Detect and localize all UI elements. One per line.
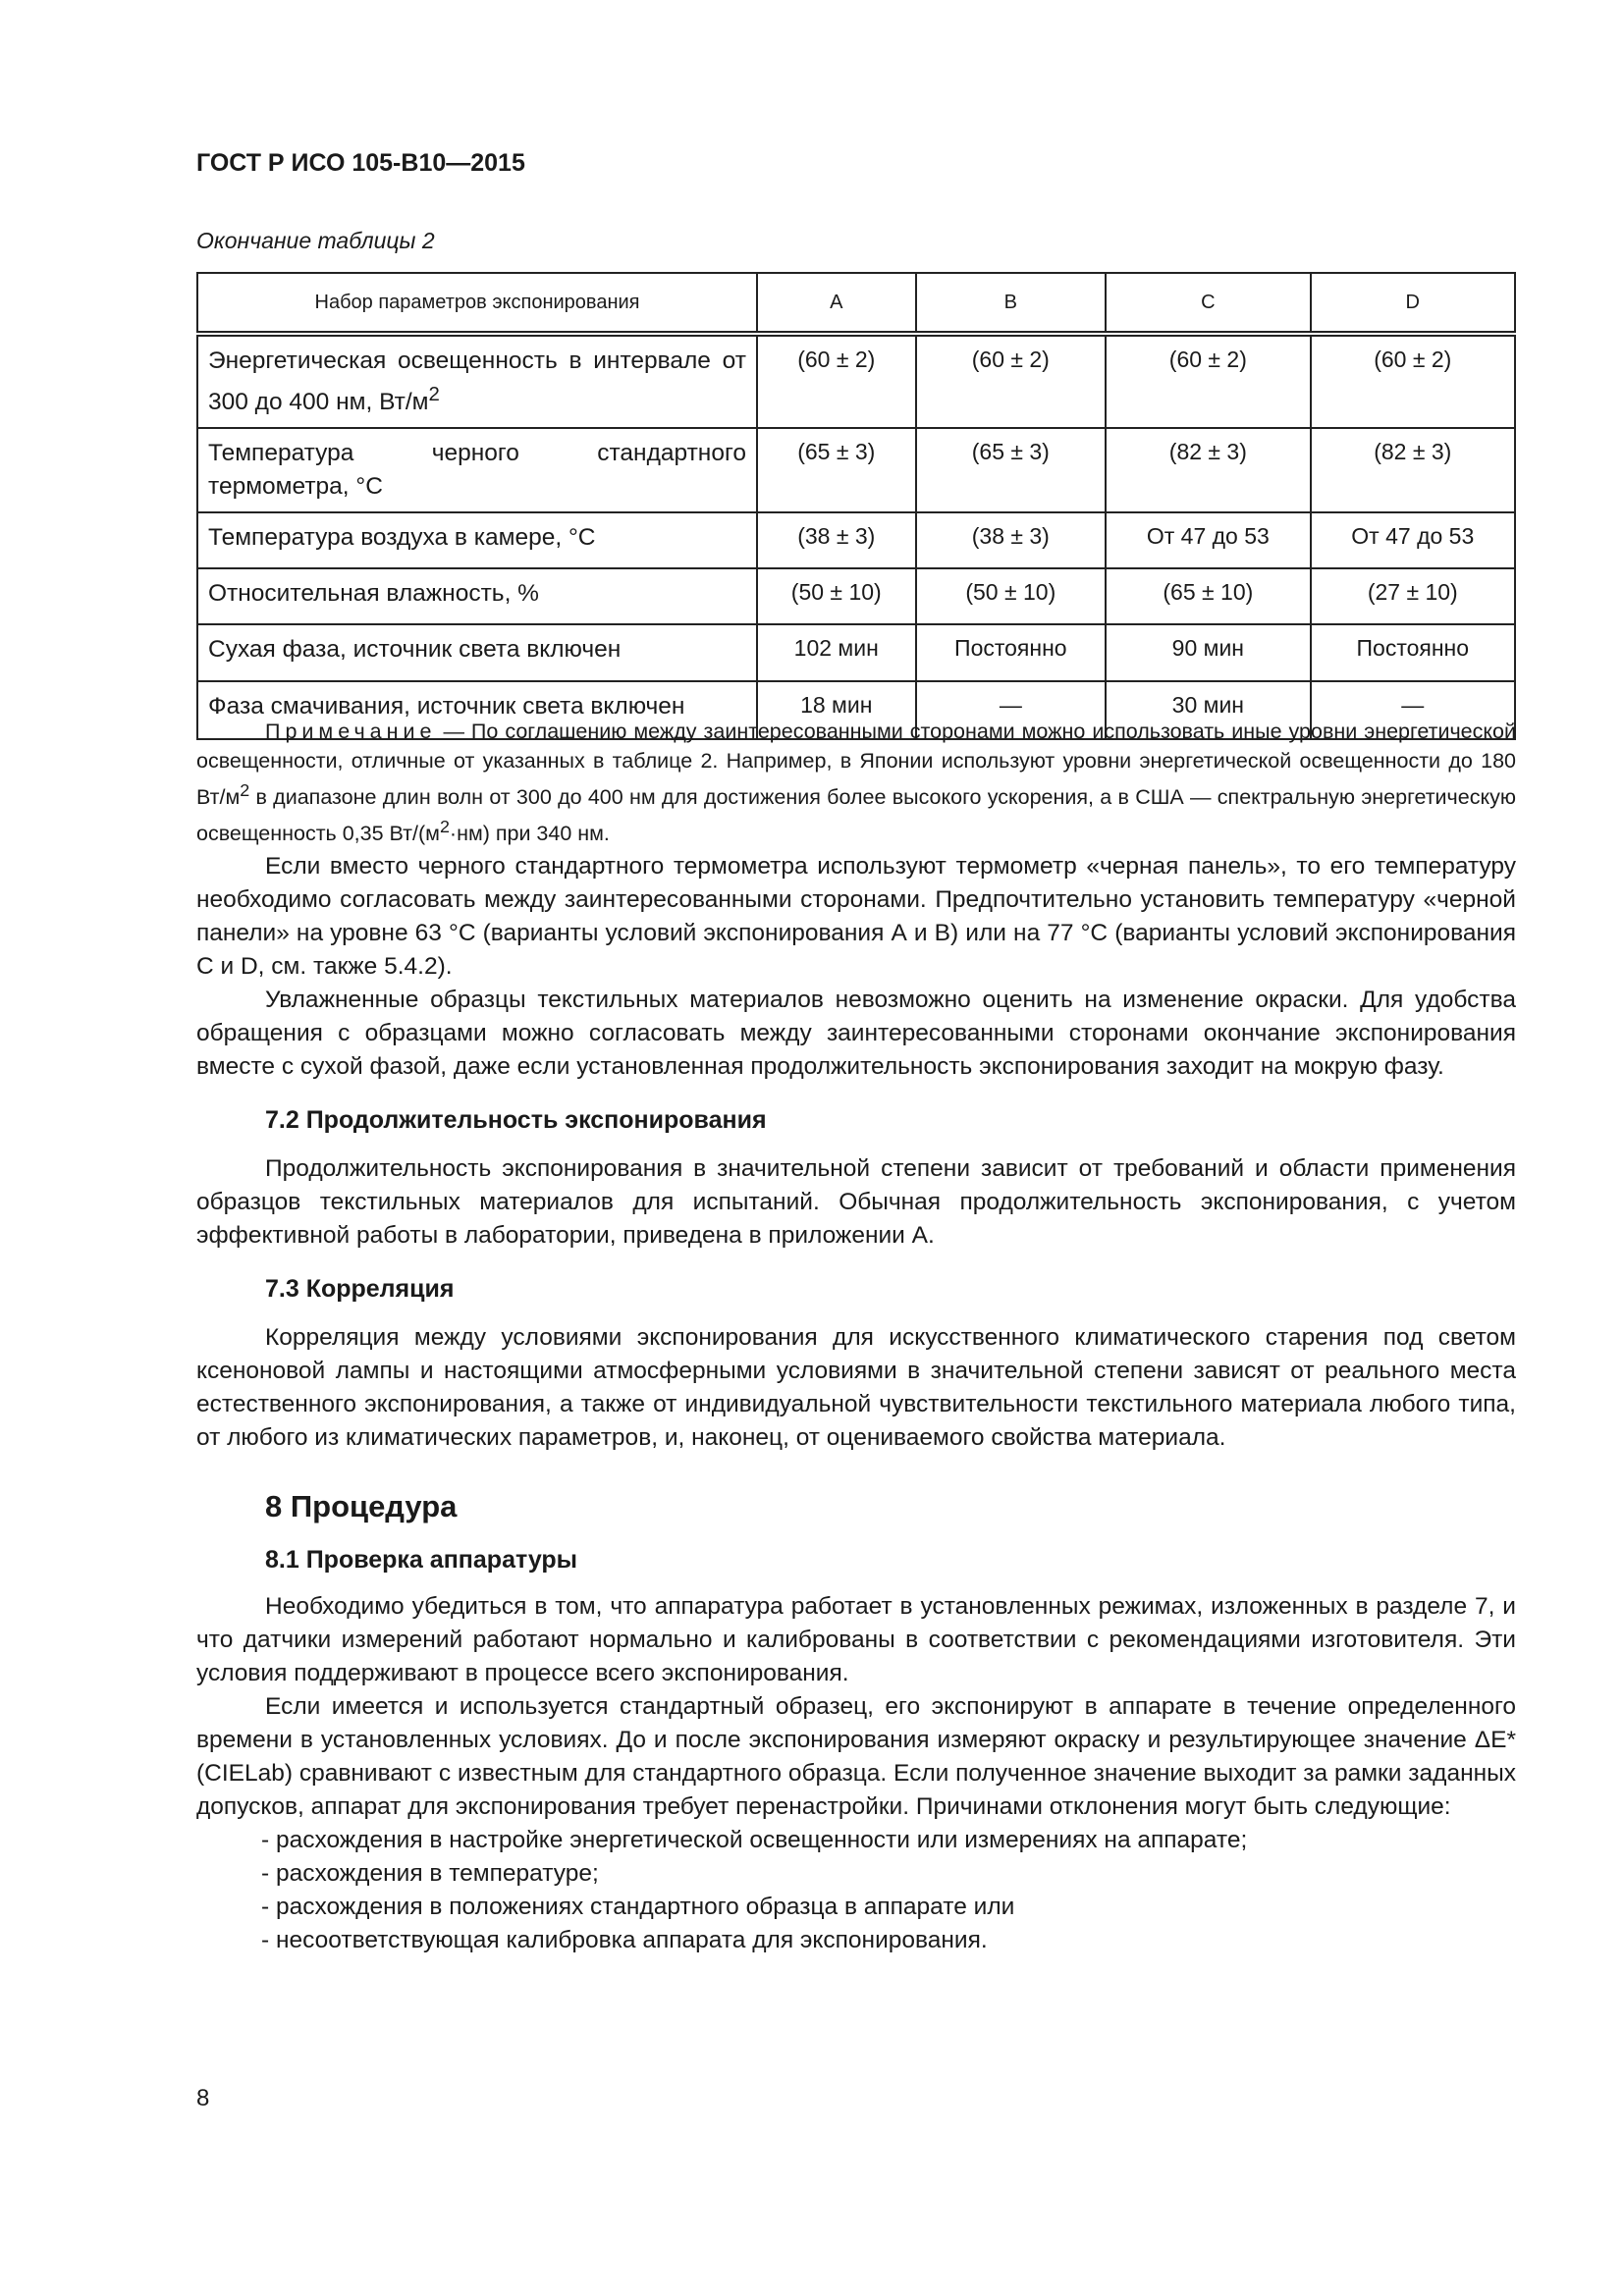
note-text: в диапазоне длин волн от 300 до 400 нм для достижения более высокого ускорения, а в США — спектральную энергетическую освещенность 0,35 Вт/(м	[196, 785, 1516, 846]
section-heading-8: 8 Процедура	[265, 1489, 458, 1523]
table-row	[197, 624, 1515, 681]
table-cell: 90 мин	[1106, 624, 1310, 681]
row-label-text: Температура черного стандартного термометра, °C	[208, 440, 746, 501]
superscript: 2	[439, 817, 450, 837]
row-label-text: Сухая фаза, источник света включен	[208, 636, 622, 664]
table-cell: От 47 до 53	[1106, 512, 1310, 568]
row-label-text: Энергетическая освещенность в интервале от 300 до 400 нм, Вт/м	[208, 347, 746, 416]
table-row	[197, 428, 1515, 512]
document-header: ГОСТ Р ИСО 105-B10—2015	[196, 149, 525, 177]
table-cell: (82 ± 3)	[1106, 428, 1310, 512]
row-label	[197, 568, 757, 624]
column-header: Набор параметров экспонирования	[197, 273, 757, 334]
table-cell: (65 ± 3)	[757, 428, 916, 512]
paragraph: Продолжительность экспонирования в значительной степени зависит от требований и области применения образцов текстильных материалов для испытаний. Обычная продолжительность экспонирования, с учетом эффективной работы в лаборатории, приведена в приложении А.	[196, 1155, 1516, 1249]
paragraph: Корреляция между условиями экспонирования для искусственного климатического старения под светом ксеноновой лампы и настоящими атмосферными условиями в значительной степени зависят от реального места естественного экспонирования, а также от индивидуальной чувствительности текстильного материала любого типа, от любого из климатических параметров, и, наконец, от оцениваемого свойства материала.	[196, 1324, 1516, 1451]
table-cell: (65 ± 10)	[1106, 568, 1310, 624]
table-row	[197, 334, 1515, 428]
table-cell: (82 ± 3)	[1311, 428, 1515, 512]
table-cell: Постоянно	[916, 624, 1107, 681]
superscript: 2	[240, 780, 250, 800]
parameters-table	[196, 272, 1516, 740]
table-cell: —	[916, 681, 1107, 739]
column-header: A	[757, 273, 916, 334]
table-cell: (60 ± 2)	[757, 334, 916, 428]
list-item: - расхождения в температуре;	[261, 1860, 599, 1887]
row-label	[197, 428, 757, 512]
row-label-text: Фаза смачивания, источник света включен	[208, 693, 685, 721]
table-cell: —	[1311, 681, 1515, 739]
deviation-causes-list	[196, 1824, 1516, 1957]
page-number: 8	[196, 2085, 210, 2111]
table-cell: (60 ± 2)	[1106, 334, 1310, 428]
table-caption: Окончание таблицы 2	[196, 228, 435, 253]
list-item: - расхождения в положениях стандартного образца в аппарате или	[261, 1894, 1015, 1920]
table-cell: Постоянно	[1311, 624, 1515, 681]
row-label-text: Температура воздуха в камере, °C	[208, 524, 596, 552]
paragraph: Если имеется и используется стандартный образец, его экспонируют в аппарате в течение определенного времени в установленных условиях. До и после экспонирования измеряют окраску и результирующее значение ΔE*(CIELab) сравнивают с известным для стандартного образца. Если полученное значение выходит за рамки заданных допусков, аппарат для экспонирования требует перенастройки. Причинами отклонения могут быть следующие:	[196, 1693, 1516, 1820]
row-label	[197, 624, 757, 681]
note-label: Примечание	[265, 720, 437, 743]
note-text: — По соглашению между заинтересованными сторонами можно использовать иные уровни энергетической освещенности, отличные от указанных в таблице 2. Например, в Японии используют уровни энергетической освещенности до 180 Вт/м	[196, 720, 1516, 810]
paragraph: Необходимо убедиться в том, что аппаратура работает в установленных режимах, изложенных в разделе 7, и что датчики измерений работают нормально и калиброваны в соответствии с рекомендациями изготовителя. Эти условия поддерживают в процессе всего экспонирования.	[196, 1593, 1516, 1686]
table-row	[197, 512, 1515, 568]
section-heading-7-3: 7.3 Корреляция	[265, 1275, 455, 1303]
list-item: - несоответствующая калибровка аппарата для экспонирования.	[261, 1927, 988, 1953]
list-item: - расхождения в настройке энергетической освещенности или измерениях на аппарате;	[261, 1827, 1248, 1853]
column-header: B	[916, 273, 1107, 334]
table-cell: От 47 до 53	[1311, 512, 1515, 568]
table-row	[197, 568, 1515, 624]
table-header-row	[197, 273, 1515, 334]
section-heading-7-2: 7.2 Продолжительность экспонирования	[265, 1106, 767, 1134]
section-heading-8-1: 8.1 Проверка аппаратуры	[265, 1546, 578, 1574]
table-cell: 30 мин	[1106, 681, 1310, 739]
table-cell: (38 ± 3)	[916, 512, 1107, 568]
column-header: C	[1106, 273, 1310, 334]
row-label-text: Относительная влажность, %	[208, 580, 539, 608]
superscript: 2	[428, 384, 440, 405]
table-cell: (50 ± 10)	[916, 568, 1107, 624]
table-note	[196, 717, 1516, 848]
table-cell: (60 ± 2)	[1311, 334, 1515, 428]
row-label	[197, 334, 757, 428]
table-cell: (60 ± 2)	[916, 334, 1107, 428]
body-text	[196, 850, 1516, 1957]
table-cell: (27 ± 10)	[1311, 568, 1515, 624]
column-header: D	[1311, 273, 1515, 334]
table-cell: 18 мин	[757, 681, 916, 739]
table-cell: (38 ± 3)	[757, 512, 916, 568]
row-label	[197, 512, 757, 568]
table-cell: (65 ± 3)	[916, 428, 1107, 512]
paragraph: Если вместо черного стандартного термометра используют термометр «черная панель», то его температуру необходимо согласовать между заинтересованными сторонами. Предпочтительно установить температуру «черной панели» на уровне 63 °С (варианты условий экспонирования А и В) или на 77 °С (варианты условий экспонирования С и D, см. также 5.4.2).	[196, 853, 1516, 980]
table-cell: 102 мин	[757, 624, 916, 681]
table-cell: (50 ± 10)	[757, 568, 916, 624]
paragraph: Увлажненные образцы текстильных материалов невозможно оценить на изменение окраски. Для удобства обращения с образцами можно согласовать между заинтересованными сторонами окончание экспонирования вместе с сухой фазой, даже если установленная продолжительность экспонирования заходит на мокрую фазу.	[196, 987, 1516, 1080]
note-text: ·нм) при 340 нм.	[449, 822, 610, 846]
